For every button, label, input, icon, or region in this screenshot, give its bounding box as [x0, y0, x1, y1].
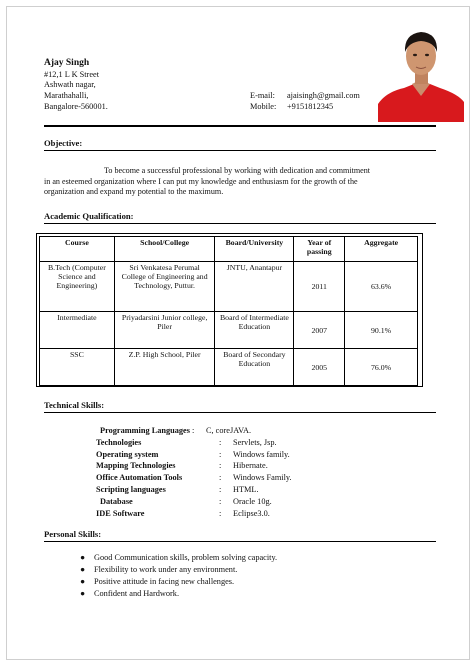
column-header: Board/University: [215, 237, 294, 262]
academic-table: [39, 236, 418, 386]
skill-separator: :: [219, 473, 222, 483]
skill-value: C, coreJAVA.: [206, 426, 252, 435]
objective-text-line-1: To become a successful professional by working with dedication and commitment: [104, 166, 371, 175]
email-line: [250, 91, 360, 101]
skill-separator: :: [219, 437, 222, 447]
mobile-line: [250, 102, 333, 112]
skill-separator: :: [219, 461, 222, 471]
academic-divider: [44, 223, 436, 224]
aggregate-cell: 76.0%: [345, 349, 418, 386]
skill-value: Servlets, Jsp.: [233, 437, 277, 447]
list-item: ● Confident and Hardwork.: [80, 589, 180, 598]
skill-value: Windows family.: [233, 449, 290, 459]
aggregate-cell: 63.6%: [345, 262, 418, 312]
objective-divider: [44, 150, 436, 151]
course-cell: B.Tech (Computer Science and Engineering): [40, 262, 115, 312]
year-cell: 2007: [294, 312, 345, 349]
bullet-icon: ●: [80, 553, 86, 562]
mobile-label: Mobile:: [250, 102, 277, 111]
table-row: [40, 262, 418, 312]
table-row: [40, 349, 418, 386]
skill-separator: :: [219, 508, 222, 518]
column-header: Year of passing: [294, 237, 345, 262]
skill-value: HTML.: [233, 484, 259, 494]
year-cell: 2005: [294, 349, 345, 386]
candidate-name: Ajay Singh: [44, 58, 90, 68]
technical-heading: Technical Skills:: [44, 400, 105, 410]
personal-divider: [44, 541, 436, 542]
address-line-3: Marathahalli,: [44, 91, 89, 100]
skill-label: Database: [100, 496, 133, 506]
portrait-image: [378, 18, 464, 122]
skill-value: Windows Family.: [233, 473, 292, 483]
candidate-photo: [378, 18, 464, 122]
personal-skills-list: [80, 552, 277, 600]
skill-value: Oracle 10g.: [233, 496, 272, 506]
skill-label: IDE Software: [96, 508, 145, 518]
skill-label: Scripting languages: [96, 484, 166, 494]
skill-value: Hibernate.: [233, 461, 268, 471]
list-item: ● Good Communication skills, problem solving capacity.: [80, 553, 278, 562]
course-cell: SSC: [40, 349, 115, 386]
bullet-icon: ●: [80, 577, 86, 586]
technical-divider: [44, 412, 436, 413]
column-header: School/College: [114, 237, 215, 262]
bullet-icon: ●: [80, 589, 86, 598]
skill-separator: :: [219, 449, 222, 459]
skill-separator: :: [192, 426, 195, 435]
skill-label: Mapping Technologies: [96, 461, 176, 471]
personal-heading: Personal Skills:: [44, 529, 102, 539]
column-header: Aggregate: [345, 237, 418, 262]
objective-text-line-2: in an esteemed organization where I can put my knowledge and enthusiasm for the growth of the: [44, 177, 358, 186]
table-header-row: [40, 237, 418, 262]
aggregate-cell: 90.1%: [345, 312, 418, 349]
list-item: ● Flexibility to work under any environment.: [80, 565, 238, 574]
column-header: Course: [40, 237, 115, 262]
school-cell: Sri Venkatesa Perumal College of Engineering and Technology, Puttur.: [114, 262, 215, 312]
address-line-4: Bangalore-560001.: [44, 102, 108, 111]
mobile-value: +9151812345: [287, 102, 334, 111]
objective-heading: Objective:: [44, 138, 83, 148]
table-row: [40, 312, 418, 349]
bullet-icon: ●: [80, 565, 86, 574]
objective-text-line-3: organization and expand my potential to the maximum.: [44, 187, 224, 196]
academic-heading: Academic Qualification:: [44, 211, 134, 221]
course-cell: Intermediate: [40, 312, 115, 349]
email-label: E-mail:: [250, 91, 275, 100]
board-cell: Board of Secondary Education: [215, 349, 294, 386]
school-cell: Z.P. High School, Piler: [114, 349, 215, 386]
school-cell: Priyadarsini Junior college, Piler: [114, 312, 215, 349]
skill-label: Office Automation Tools: [96, 473, 183, 483]
address-line-2: Ashwath nagar,: [44, 80, 96, 89]
skill-label: Operating system: [96, 449, 159, 459]
board-cell: Board of Intermediate Education: [215, 312, 294, 349]
skill-separator: :: [219, 484, 222, 494]
year-cell: 2011: [294, 262, 345, 312]
skill-separator: :: [219, 496, 222, 506]
skill-label: Technologies: [96, 437, 142, 447]
board-cell: JNTU, Anantapur: [215, 262, 294, 312]
skill-label: Programming Languages: [100, 426, 190, 435]
address-line-1: #12,1 L K Street: [44, 70, 99, 79]
email-value: ajaisingh@gmail.com: [287, 91, 360, 100]
header-divider: [44, 125, 436, 127]
skill-value: Eclipse3.0.: [233, 508, 270, 518]
list-item: ● Positive attitude in facing new challenges.: [80, 577, 235, 586]
